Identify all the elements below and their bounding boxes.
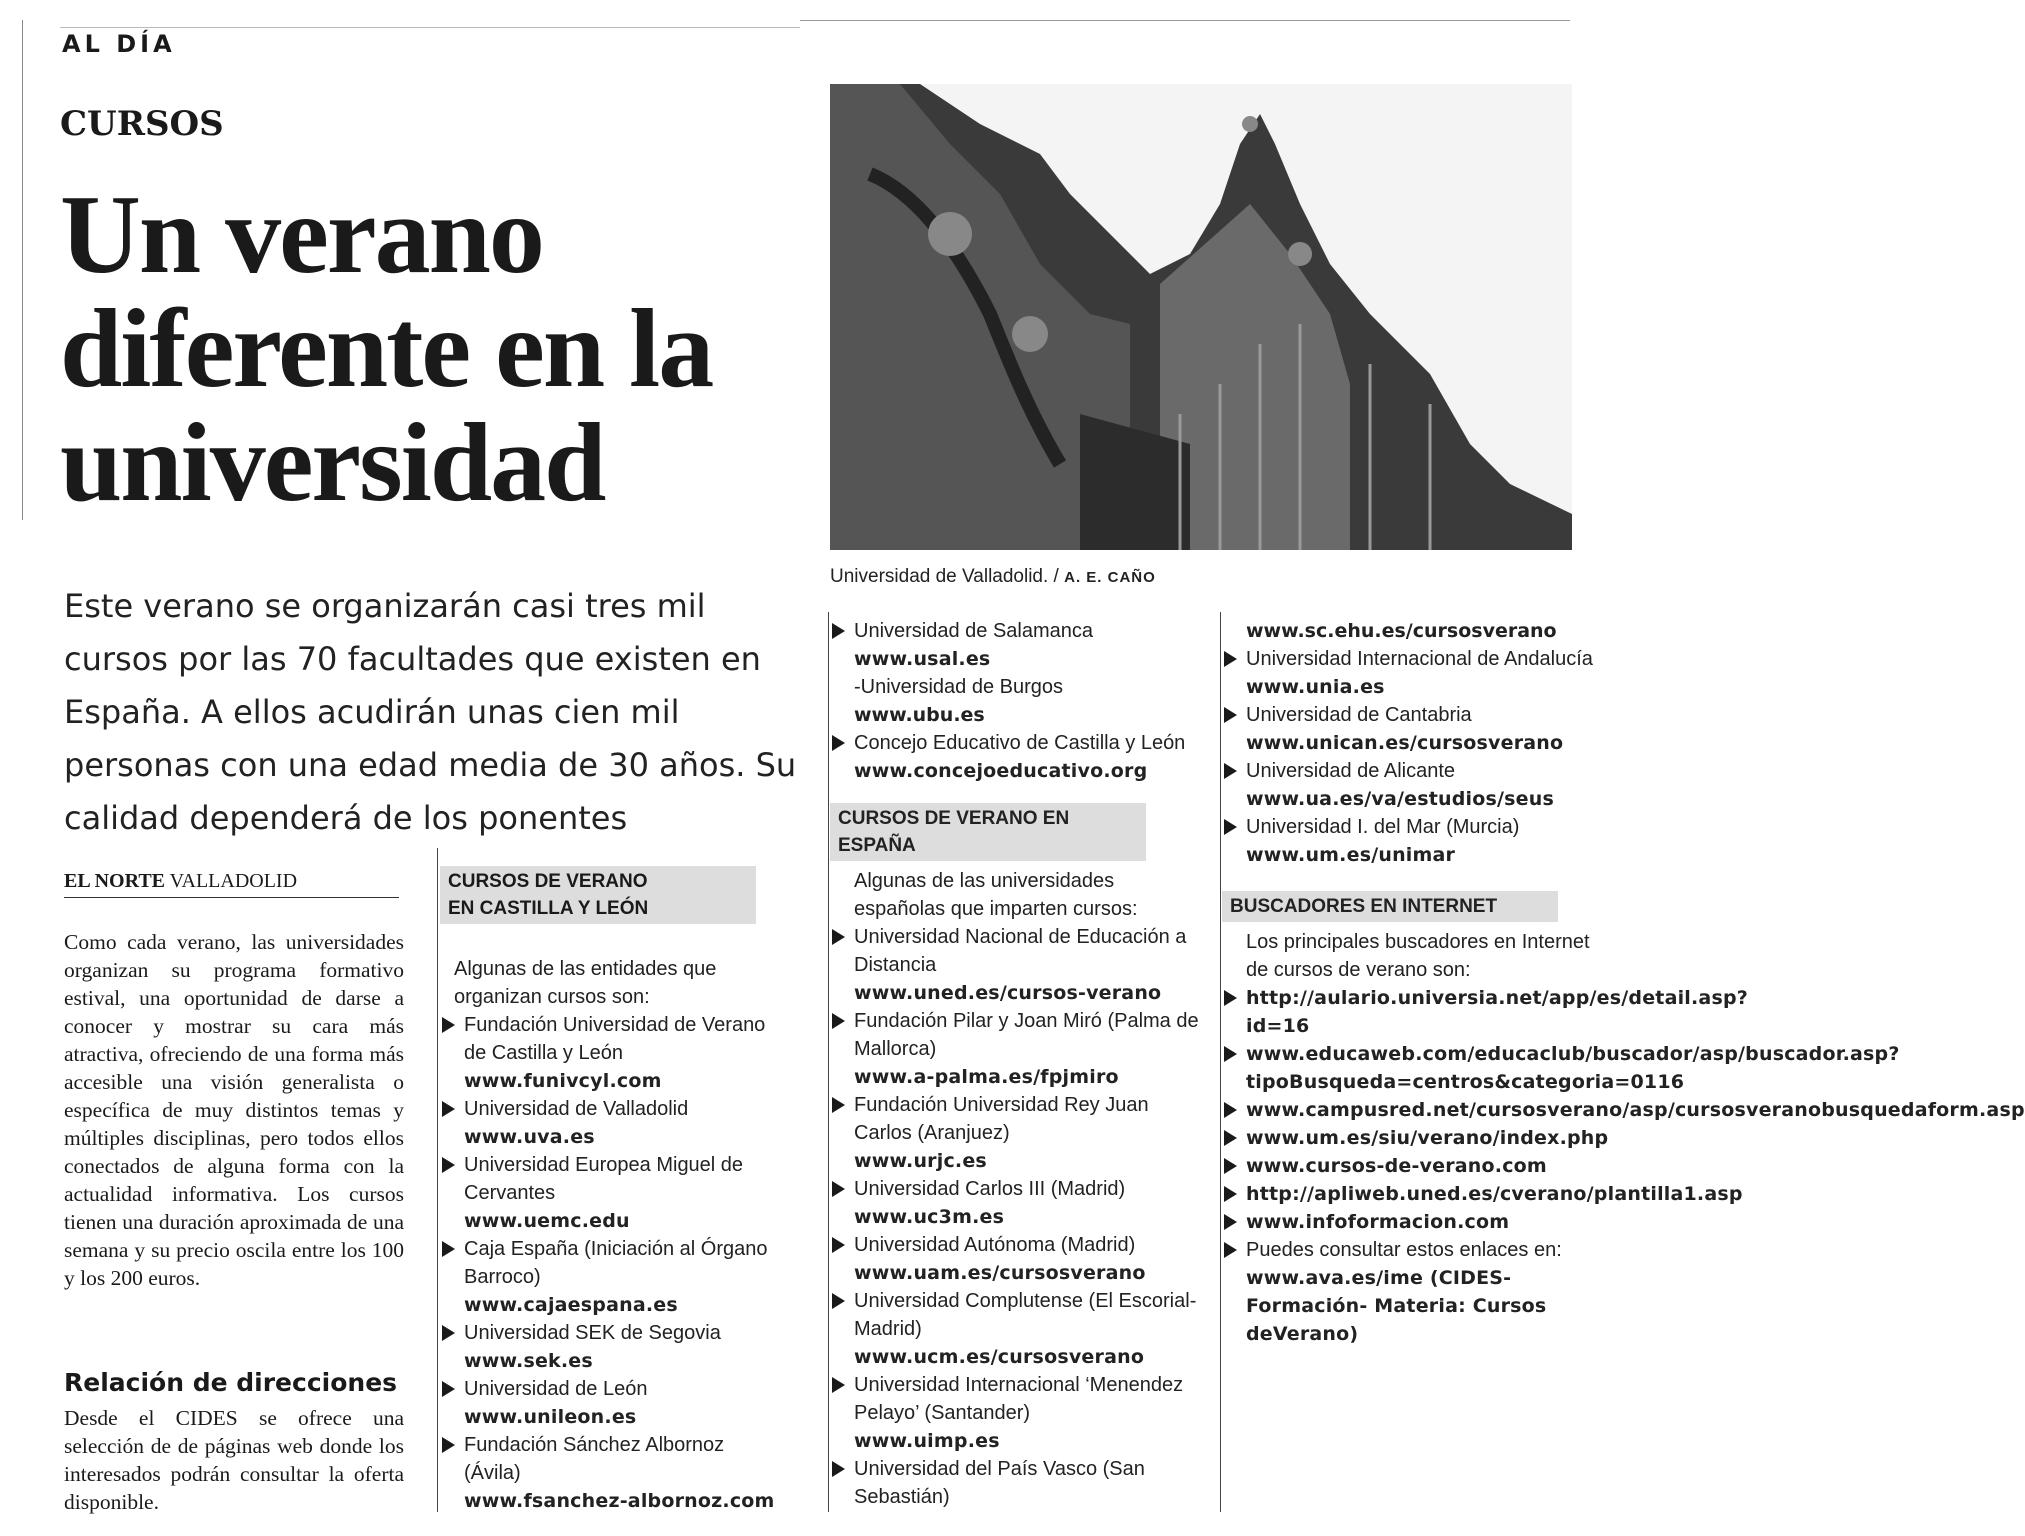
entity-url[interactable]: www.a-palma.es/fpjmiro [854, 1066, 1119, 1088]
list-item [1222, 1040, 1900, 1096]
photo-caption-text: Universidad de Valladolid. / [830, 566, 1059, 587]
entity-url[interactable]: www.uam.es/cursosverano [854, 1262, 1146, 1284]
bullet-icon [832, 1461, 845, 1477]
castilla-title-line1: CURSOS DE VERANO [448, 871, 648, 892]
photo-caption [830, 566, 1156, 588]
entity-url[interactable]: www.um.es/siu/verano/index.php [1246, 1127, 1609, 1149]
entity-name: Universidad de Valladolid [464, 1098, 689, 1120]
list-item [830, 1175, 1200, 1231]
entity-url[interactable]: www.usal.es [854, 648, 991, 670]
entity-url[interactable]: http://aulario.universia.net/app/es/detail.asp?id=16 [1246, 987, 1748, 1037]
left-margin-rule [22, 20, 23, 520]
entity-url[interactable]: www.unia.es [1246, 676, 1385, 698]
entity-name: Universidad Internacional de Andalucía [1246, 648, 1593, 670]
entity-name: Universidad Complutense (El Escorial-Madrid) [854, 1290, 1197, 1340]
bullet-icon [832, 1293, 845, 1309]
list-item [1222, 1096, 2025, 1124]
list-item [830, 1231, 1200, 1287]
entity-url[interactable]: www.cajaespana.es [464, 1294, 678, 1316]
entity-name: Universidad SEK de Segovia [464, 1322, 721, 1344]
list-item [1222, 1124, 1609, 1152]
bullet-icon [832, 1097, 845, 1113]
bullet-icon [1224, 707, 1237, 723]
column-rule-2 [828, 612, 829, 1512]
buscadores-box-title: BUSCADORES EN INTERNET [1222, 891, 1558, 922]
bullet-icon [832, 1181, 845, 1197]
castilla-intro: Algunas de las entidades que organizan cursos son: [454, 958, 717, 1008]
bullet-icon [1224, 763, 1237, 779]
bullet-icon [442, 1017, 455, 1033]
photo-credit: A. E. CAÑO [1064, 569, 1156, 586]
byline-location: VALLADOLID [169, 870, 298, 892]
list-item [1222, 1208, 1594, 1236]
entity-name: Universidad de Cantabria [1246, 704, 1472, 726]
entity-url[interactable]: www.ava.es/ime (CIDES-Formación- Materia: Cursos deVerano) [1246, 1267, 1547, 1345]
bullet-icon [832, 623, 845, 639]
list-item [440, 1151, 780, 1235]
list-item [1222, 617, 1594, 645]
bullet-icon [1224, 1214, 1237, 1230]
entity-url[interactable]: www.campusred.net/cursosverano/asp/cursosveranobusquedaform.asp [1246, 1099, 2025, 1121]
entity-url[interactable]: www.educaweb.com/educaclub/buscador/asp/buscador.asp?tipoBusqueda=centros&categoria=0116 [1246, 1043, 1900, 1093]
column-rule-3 [1220, 612, 1221, 1512]
list-item [440, 1431, 780, 1515]
bullet-icon [1224, 1186, 1237, 1202]
entity-url[interactable]: www.um.es/unimar [1246, 844, 1456, 866]
entity-url[interactable]: www.fsanchez-albornoz.com [464, 1490, 775, 1512]
lead-paragraph: Este verano se organizarán casi tres mil cursos por las 70 facultades que existen en España. A ellos acudirán unas cien mil personas con una edad media de 30 años. Su calidad dependerá de los ponentes [64, 587, 797, 837]
bullet-icon [832, 1237, 845, 1253]
kicker: CURSOS [60, 104, 224, 144]
bullet-icon [1224, 1102, 1237, 1118]
espana-box-title: CURSOS DE VERANO EN ESPAÑA [830, 803, 1146, 861]
entity-url[interactable]: www.unican.es/cursosverano [1246, 732, 1564, 754]
list-item [440, 1319, 780, 1375]
entity-url[interactable]: www.sc.ehu.es/cursosverano [1246, 620, 1557, 642]
list-item [830, 1287, 1200, 1371]
list-item [440, 1235, 780, 1319]
entity-name: Universidad de Alicante [1246, 760, 1456, 782]
bullet-icon [442, 1101, 455, 1117]
byline-source: EL NORTE [64, 870, 165, 892]
list-item [1222, 813, 1594, 869]
list-item [1222, 1180, 1743, 1208]
entity-url[interactable]: www.unileon.es [464, 1406, 637, 1428]
list-item [830, 729, 1200, 785]
column-rule-1 [437, 848, 438, 1512]
bullet-icon [1224, 990, 1237, 1006]
bullet-icon [1224, 651, 1237, 667]
list-item [440, 1011, 780, 1095]
entity-url[interactable]: www.uva.es [464, 1126, 595, 1148]
entity-url[interactable]: www.ua.es/va/estudios/seus [1246, 788, 1554, 810]
list-item [830, 1455, 1200, 1511]
entity-url[interactable]: www.concejoeducativo.org [854, 760, 1148, 782]
castilla-box-title [440, 866, 756, 924]
entity-url[interactable]: www.infoformacion.com [1246, 1211, 1510, 1233]
bullet-icon [442, 1437, 455, 1453]
top-rule-right [800, 20, 1570, 21]
entity-name: Caja España (Iniciación al Órgano Barroco) [464, 1238, 768, 1288]
entity-name: Concejo Educativo de Castilla y León [854, 732, 1186, 754]
body-paragraph-2: Desde el CIDES se ofrece una selección de de páginas web donde los interesados podrán consultar la oferta disponible. [64, 1406, 404, 1514]
entity-url[interactable]: www.uemc.edu [464, 1210, 630, 1232]
entity-url[interactable]: www.urjc.es [854, 1150, 987, 1172]
entity-name: Fundación Universidad Rey Juan Carlos (Aranjuez) [854, 1094, 1149, 1144]
entity-name: Universidad Carlos III (Madrid) [854, 1178, 1126, 1200]
espana-intro: Algunas de las universidades españolas que imparten cursos: [854, 870, 1138, 920]
list-item [1222, 757, 1594, 813]
entity-url[interactable]: www.ucm.es/cursosverano [854, 1346, 1145, 1368]
bullet-icon [1224, 1158, 1237, 1174]
entity-url[interactable]: www.ubu.es [854, 704, 985, 726]
entity-name: Universidad de León [464, 1378, 648, 1400]
bullet-icon [442, 1325, 455, 1341]
bullet-icon [442, 1157, 455, 1173]
bullet-icon [832, 1013, 845, 1029]
list-item [830, 1007, 1200, 1091]
university-facade-photo [830, 84, 1572, 550]
entity-name: Universidad Internacional ‘Menendez Pelayo’ (Santander) [854, 1374, 1184, 1424]
list-item [1222, 701, 1594, 757]
entity-url[interactable]: www.cursos-de-verano.com [1246, 1155, 1547, 1177]
bullet-icon [1224, 1046, 1237, 1062]
entity-name: Universidad Autónoma (Madrid) [854, 1234, 1136, 1256]
buscadores-intro: Los principales buscadores en Internet de cursos de verano son: [1246, 931, 1590, 981]
list-item [830, 617, 1200, 673]
entity-url[interactable]: www.sek.es [464, 1350, 593, 1372]
byline [64, 870, 399, 898]
entity-name: Universidad de Salamanca [854, 620, 1094, 642]
entity-name: -Universidad de Burgos [854, 676, 1063, 698]
list-item [440, 1095, 780, 1151]
top-rule-left [60, 27, 800, 28]
list-item [830, 923, 1200, 1007]
entity-name: Fundación Universidad de Verano de Castilla y León [464, 1014, 766, 1064]
list-item [830, 1371, 1200, 1455]
list-item [1222, 984, 1748, 1040]
entity-url[interactable]: www.uimp.es [854, 1430, 1000, 1452]
list-item [440, 1375, 780, 1431]
bullet-icon [442, 1241, 455, 1257]
castilla-title-line2: EN CASTILLA Y LEÓN [448, 898, 649, 919]
list-item [1222, 1236, 1594, 1348]
entity-url[interactable]: www.uned.es/cursos-verano [854, 982, 1162, 1004]
entity-url[interactable]: www.uc3m.es [854, 1206, 1005, 1228]
list-item [1222, 1152, 1594, 1180]
section-label: AL DÍA [62, 30, 176, 58]
bullet-icon [832, 735, 845, 751]
bullet-icon [442, 1381, 455, 1397]
entity-url[interactable]: http://apliweb.uned.es/cverano/plantilla1.asp [1246, 1183, 1743, 1205]
column-3-list [1222, 617, 2025, 1348]
bullet-icon [1224, 819, 1237, 835]
list-item [830, 673, 1200, 729]
entity-name: Universidad I. del Mar (Murcia) [1246, 816, 1520, 838]
entity-name: Universidad Europea Miguel de Cervantes [464, 1154, 744, 1204]
list-item [1222, 645, 1594, 701]
entity-name: Fundación Pilar y Joan Miró (Palma de Mallorca) [854, 1010, 1199, 1060]
subhead-relacion: Relación de direcciones [64, 1368, 398, 1397]
entity-name: Universidad Nacional de Educación a Distancia [854, 926, 1187, 976]
bullet-icon [832, 1377, 845, 1393]
entity-name: Universidad del País Vasco (San Sebastián) [854, 1458, 1145, 1508]
body-paragraph: Como cada verano, las universidades organizan su programa formativo estival, una oportunidad de darse a conocer y mostrar su cara más atractiva, ofreciendo de una forma más accesible una visión generalista o específica de muy distintos temas y múltiples disciplinas, pero todos ellos conectados de alguna forma con la actualidad informativa. Los cursos tienen una duración aproximada de una semana y su precio oscila entre los 100 y los 200 euros. [64, 930, 404, 1290]
headline: Un verano diferente en la universidad [60, 173, 713, 525]
column-2-list [830, 617, 1200, 1511]
castilla-list [440, 955, 780, 1515]
entity-name: Puedes consultar estos enlaces en: [1246, 1239, 1562, 1261]
list-item [830, 1091, 1200, 1175]
entity-name: Fundación Sánchez Albornoz (Ávila) [464, 1434, 725, 1484]
bullet-icon [1224, 1242, 1237, 1258]
bullet-icon [1224, 1130, 1237, 1146]
entity-url[interactable]: www.funivcyl.com [464, 1070, 662, 1092]
bullet-icon [832, 929, 845, 945]
